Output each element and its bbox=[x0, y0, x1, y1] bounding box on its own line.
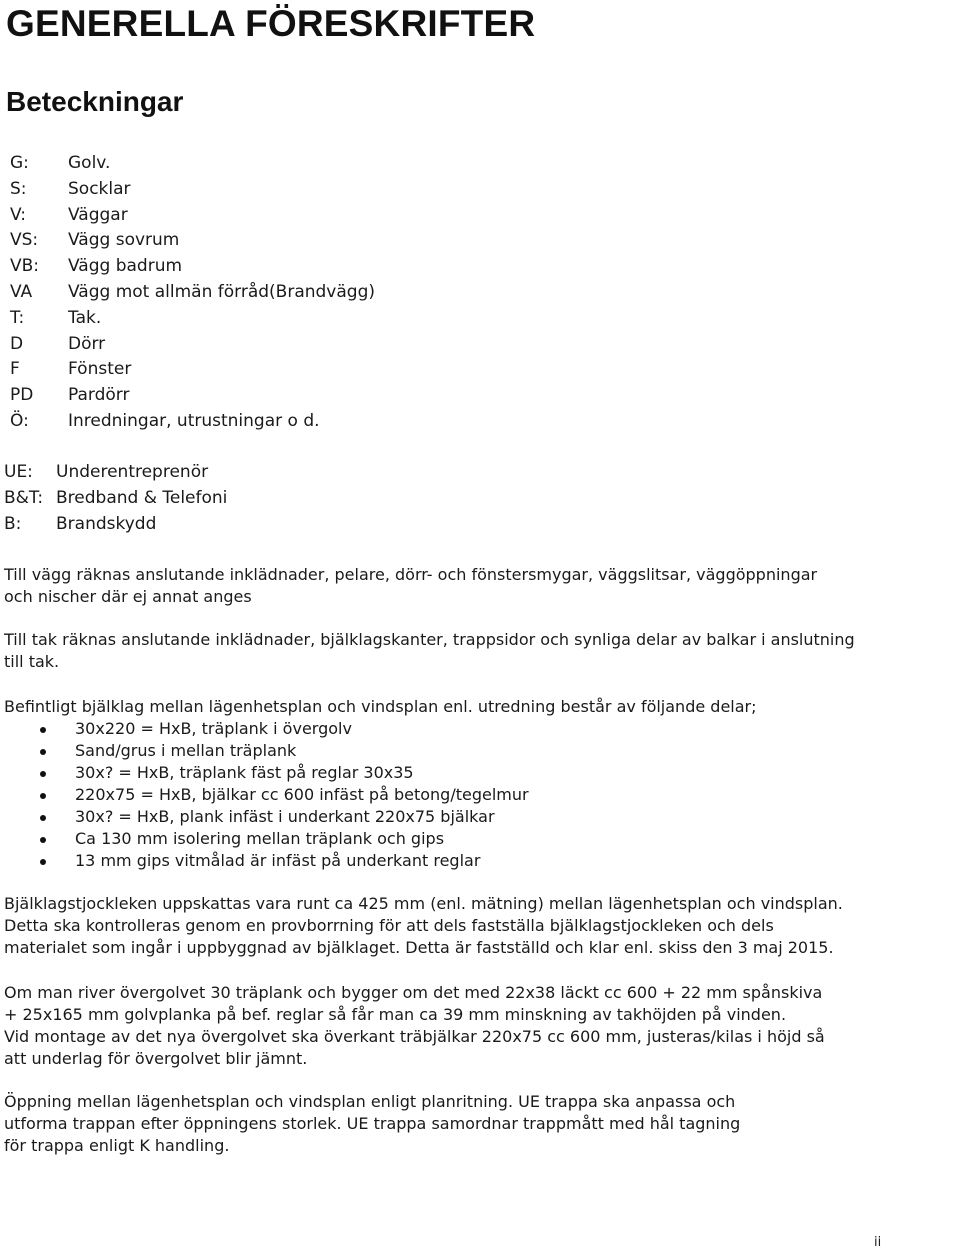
abbreviation-row bbox=[10, 383, 375, 409]
paragraph-line: Om man river övergolvet 30 träplank och bygger om det med 22x38 läckt cc 600 + 22 mm spånskiva bbox=[4, 983, 823, 1002]
list-item: 220x75 = HxB, bjälkar cc 600 infäst på betong/tegelmur bbox=[40, 784, 529, 806]
abbreviation-row bbox=[10, 228, 375, 254]
abbreviation-code: V: bbox=[10, 204, 26, 225]
abbreviation-code: PD bbox=[10, 385, 34, 406]
list-item: 30x220 = HxB, träplank i övergolv bbox=[40, 718, 529, 740]
paragraph-line: Till vägg räknas anslutande inklädnader, pelare, dörr- och fönstersmygar, väggslitsar, väggöppningar bbox=[4, 565, 818, 584]
abbreviation-text: Vägg sovrum bbox=[68, 230, 180, 251]
paragraph-bjalklag-thickness bbox=[4, 893, 843, 959]
abbreviation-text: Brandskydd bbox=[56, 514, 157, 534]
abbreviation-text: Bredband & Telefoni bbox=[56, 488, 228, 508]
paragraph-line: Vid montage av det nya övergolvet ska överkant träbjälkar 220x75 cc 600 mm, justeras/kilas i höjd så bbox=[4, 1027, 825, 1046]
abbreviation-code: B: bbox=[4, 514, 22, 534]
abbreviation-row bbox=[10, 306, 375, 332]
paragraph-line: utforma trappan efter öppningens storlek. UE trappa samordnar trappmått med hål tagning bbox=[4, 1114, 741, 1133]
list-item: 13 mm gips vitmålad är infäst på underkant reglar bbox=[40, 850, 529, 872]
abbreviation-code: B&T: bbox=[4, 488, 44, 508]
section-title: Beteckningar bbox=[6, 86, 184, 117]
page-title: GENERELLA FÖRESKRIFTER bbox=[6, 3, 536, 44]
abbreviation-text: Tak. bbox=[68, 307, 102, 328]
abbreviation-row bbox=[10, 357, 375, 383]
abbreviation-code: D bbox=[10, 333, 24, 354]
abbreviation-row bbox=[10, 332, 375, 358]
paragraph-vagg bbox=[4, 564, 817, 607]
paragraph-oppning bbox=[4, 1091, 740, 1157]
list-item: 30x? = HxB, träplank fäst på reglar 30x35 bbox=[40, 762, 529, 784]
abbreviation-row bbox=[10, 409, 375, 435]
abbreviation-row bbox=[10, 203, 375, 229]
abbreviation-text: Underentreprenör bbox=[56, 462, 209, 482]
abbreviation-row bbox=[4, 485, 227, 511]
abbreviation-code: Ö: bbox=[10, 410, 29, 431]
abbreviation-text: Vägg mot allmän förråd(Brandvägg) bbox=[68, 281, 375, 302]
abbreviation-code: VB: bbox=[10, 256, 40, 277]
abbreviation-text: Socklar bbox=[68, 178, 131, 199]
abbreviation-text: Inredningar, utrustningar o d. bbox=[68, 410, 320, 431]
paragraph-line: och nischer där ej annat anges bbox=[4, 586, 252, 606]
paragraph-line: Till tak räknas anslutande inklädnader, bjälklagskanter, trappsidor och synliga delar av balkar i anslutning bbox=[4, 630, 855, 649]
abbreviation-list-secondary bbox=[4, 459, 227, 537]
abbreviation-code: S: bbox=[10, 178, 27, 199]
abbreviation-row bbox=[4, 511, 227, 537]
abbreviation-code: UE: bbox=[4, 462, 33, 482]
abbreviation-text: Golv. bbox=[68, 153, 111, 173]
list-item: 30x? = HxB, plank infäst i underkant 220x75 bjälkar bbox=[40, 806, 529, 828]
abbreviation-text: Pardörr bbox=[68, 385, 130, 406]
abbreviation-list bbox=[10, 151, 375, 435]
abbreviation-code: T: bbox=[10, 307, 25, 328]
abbreviation-code: G: bbox=[10, 153, 29, 173]
paragraph-line: att underlag för övergolvet blir jämnt. bbox=[4, 1049, 308, 1068]
paragraph-line: till tak. bbox=[4, 652, 60, 671]
paragraph-line: materialet som ingår i uppbyggnad av bjälklaget. Detta är fastställd och klar enl. skiss den 3 maj 2015. bbox=[4, 938, 834, 957]
construction-layer-list bbox=[40, 718, 529, 872]
abbreviation-text: Dörr bbox=[68, 333, 106, 354]
paragraph-line: + 25x165 mm golvplanka på bef. reglar så får man ca 39 mm minskning av takhöjden på vinden. bbox=[4, 1005, 787, 1024]
list-item: Ca 130 mm isolering mellan träplank och gips bbox=[40, 828, 529, 850]
paragraph-line: för trappa enligt K handling. bbox=[4, 1136, 230, 1155]
abbreviation-row bbox=[10, 177, 375, 203]
paragraph-befintligt bbox=[4, 696, 757, 718]
list-item: Sand/grus i mellan träplank bbox=[40, 740, 529, 762]
paragraph-line: Öppning mellan lägenhetsplan och vindsplan enligt planritning. UE trappa ska anpassa och bbox=[4, 1092, 736, 1111]
paragraph-line: Detta ska kontrolleras genom en provborrning för att dels fastställa bjälklagstjockleken och dels bbox=[4, 916, 774, 935]
paragraph-tak bbox=[4, 629, 855, 673]
paragraph-line: Bjälklagstjockleken uppskattas vara runt ca 425 mm (enl. mätning) mellan lägenhetsplan och vindsplan. bbox=[4, 894, 843, 913]
abbreviation-text: Fönster bbox=[68, 359, 132, 380]
paragraph-line: Befintligt bjälklag mellan lägenhetsplan och vindsplan enl. utredning består av följande delar; bbox=[4, 697, 757, 716]
abbreviation-text: Vägg badrum bbox=[68, 256, 183, 277]
abbreviation-row bbox=[4, 459, 227, 485]
abbreviation-text: Väggar bbox=[68, 204, 128, 225]
page-number: ii bbox=[874, 1235, 882, 1250]
abbreviation-row bbox=[10, 151, 375, 177]
paragraph-overgolv bbox=[4, 982, 825, 1070]
abbreviation-code: F bbox=[10, 359, 20, 380]
abbreviation-row bbox=[10, 254, 375, 280]
abbreviation-code: VA bbox=[10, 281, 33, 302]
abbreviation-row bbox=[10, 280, 375, 306]
abbreviation-code: VS: bbox=[10, 230, 39, 251]
